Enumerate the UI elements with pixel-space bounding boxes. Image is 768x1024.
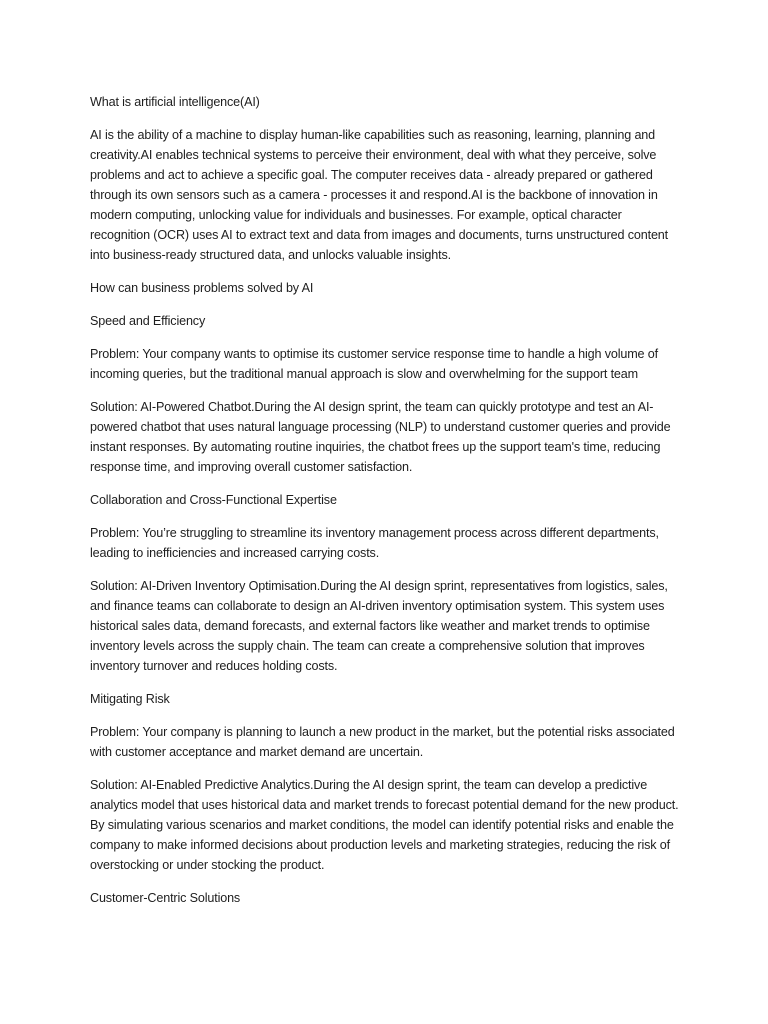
paragraph-ai-definition: AI is the ability of a machine to display human-like capabilities such as reasoning, learning, planning and creativity.AI enables technical systems to perceive their environment, deal with what they perceive, solve problems and act to achieve a specific goal. The computer receives data - already prepared or gathered through its own sensors such as a camera - processes it and respond.AI is the backbone of innovation in modern computing, unlocking value for individuals and businesses. For example, optical character recognition (OCR) uses AI to extract text and data from images and documents, turns unstructured content into business-ready structured data, and unlocks valuable insights. bbox=[90, 128, 669, 262]
paragraph-solution-chatbot: Solution: AI-Powered Chatbot.During the AI design sprint, the team can quickly prototype and test an AI-powered chatbot that uses natural language processing (NLP) to understand customer queries and provide instant responses. By automating routine inquiries, the chatbot frees up the support team's time, reducing response time, and improving overall customer satisfaction. bbox=[90, 400, 671, 474]
paragraph-solution-predictive: Solution: AI-Enabled Predictive Analytics.During the AI design sprint, the team can develop a predictive analytics model that uses historical data and market trends to forecast potential demand for the new product. By simulating various scenarios and market conditions, the model can identify potential risks and enable the company to make informed decisions about production levels and marketing strategies, reducing the risk of overstocking or under stocking the product. bbox=[90, 778, 679, 872]
heading-customer-centric: Customer-Centric Solutions bbox=[90, 891, 241, 905]
heading-mitigating-risk: Mitigating Risk bbox=[90, 692, 170, 706]
paragraph-problem-inventory: Problem: You’re struggling to streamline its inventory management process across different departments, leading to inefficiencies and increased carrying costs. bbox=[90, 526, 659, 560]
document-page bbox=[90, 92, 682, 921]
heading-speed-efficiency: Speed and Efficiency bbox=[90, 314, 206, 328]
paragraph-solution-inventory: Solution: AI-Driven Inventory Optimisation.During the AI design sprint, representatives from logistics, sales, and finance teams can collaborate to design an AI-driven inventory optimisation system. This system uses historical sales data, demand forecasts, and external factors like weather and market trends to optimise inventory levels across the supply chain. The team can create a comprehensive solution that improves inventory turnover and reduces holding costs. bbox=[90, 579, 668, 673]
heading-collaboration: Collaboration and Cross-Functional Expertise bbox=[90, 493, 337, 507]
paragraph-problem-customer-service: Problem: Your company wants to optimise its customer service response time to handle a high volume of incoming queries, but the traditional manual approach is slow and overwhelming for the support team bbox=[90, 347, 658, 381]
heading-what-is-ai: What is artificial intelligence(AI) bbox=[90, 95, 260, 109]
paragraph-problem-product-launch: Problem: Your company is planning to launch a new product in the market, but the potential risks associated with customer acceptance and market demand are uncertain. bbox=[90, 725, 675, 759]
heading-business-problems: How can business problems solved by AI bbox=[90, 281, 314, 295]
